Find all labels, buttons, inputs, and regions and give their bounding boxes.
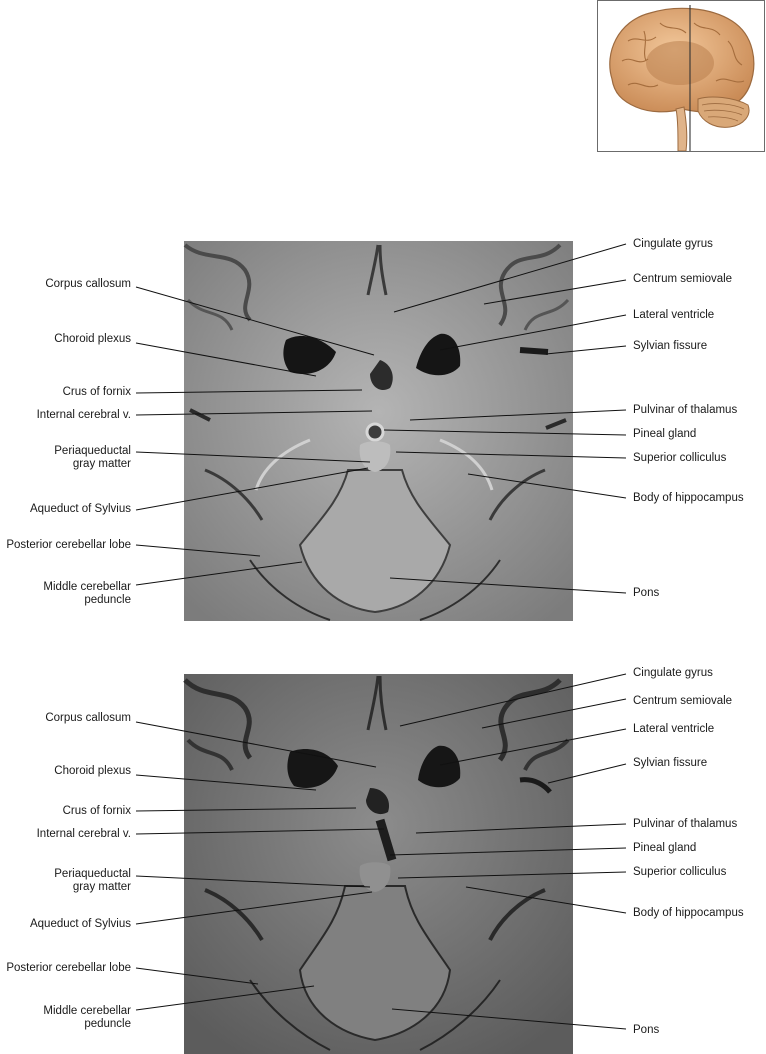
label-internal-cerebral-v: Internal cerebral v. [36,828,131,840]
label-crus-of-fornix: Crus of fornix [62,805,131,817]
label-cingulate-gyrus: Cingulate gyrus [633,667,713,679]
label-centrum-semiovale: Centrum semiovale [633,695,733,707]
label-pons: Pons [633,1024,660,1036]
label-choroid-plexus: Choroid plexus [54,765,131,777]
label-crus-of-fornix: Crus of fornix [62,386,131,398]
label-internal-cerebral-v: Internal cerebral v. [36,409,131,421]
label-pineal-gland: Pineal gland [633,842,697,854]
label-periaqueductal-gray-matter: Periaqueductal gray matter [54,445,131,470]
label-body-of-hippocampus: Body of hippocampus [633,492,744,504]
label-aqueduct-of-sylvius: Aqueduct of Sylvius [29,918,131,930]
mri-panel-bottom [0,640,766,1054]
mri-image-bottom [184,674,573,1054]
label-sylvian-fissure: Sylvian fissure [633,757,708,769]
label-sylvian-fissure: Sylvian fissure [633,340,708,352]
label-aqueduct-of-sylvius: Aqueduct of Sylvius [29,503,131,515]
label-periaqueductal-gray-matter: Periaqueductal gray matter [54,868,131,893]
label-middle-cerebellar-peduncle: Middle cerebellar peduncle [43,581,131,606]
label-body-of-hippocampus: Body of hippocampus [633,907,744,919]
label-centrum-semiovale: Centrum semiovale [633,273,733,285]
label-pulvinar-of-thalamus: Pulvinar of thalamus [633,404,738,416]
label-pons: Pons [633,587,660,599]
label-corpus-callosum: Corpus callosum [45,712,131,724]
label-pulvinar-of-thalamus: Pulvinar of thalamus [633,818,738,830]
label-superior-colliculus: Superior colliculus [633,452,727,464]
label-choroid-plexus: Choroid plexus [54,333,131,345]
label-cingulate-gyrus: Cingulate gyrus [633,238,713,250]
label-pineal-gland: Pineal gland [633,428,697,440]
label-middle-cerebellar-peduncle: Middle cerebellar peduncle [43,1005,131,1030]
label-lateral-ventricle: Lateral ventricle [633,309,715,321]
label-posterior-cerebellar-lobe: Posterior cerebellar lobe [6,539,131,551]
label-corpus-callosum: Corpus callosum [45,278,131,290]
label-lateral-ventricle: Lateral ventricle [633,723,715,735]
label-superior-colliculus: Superior colliculus [633,866,727,878]
label-posterior-cerebellar-lobe: Posterior cerebellar lobe [6,962,131,974]
mri-image-top [184,241,573,621]
